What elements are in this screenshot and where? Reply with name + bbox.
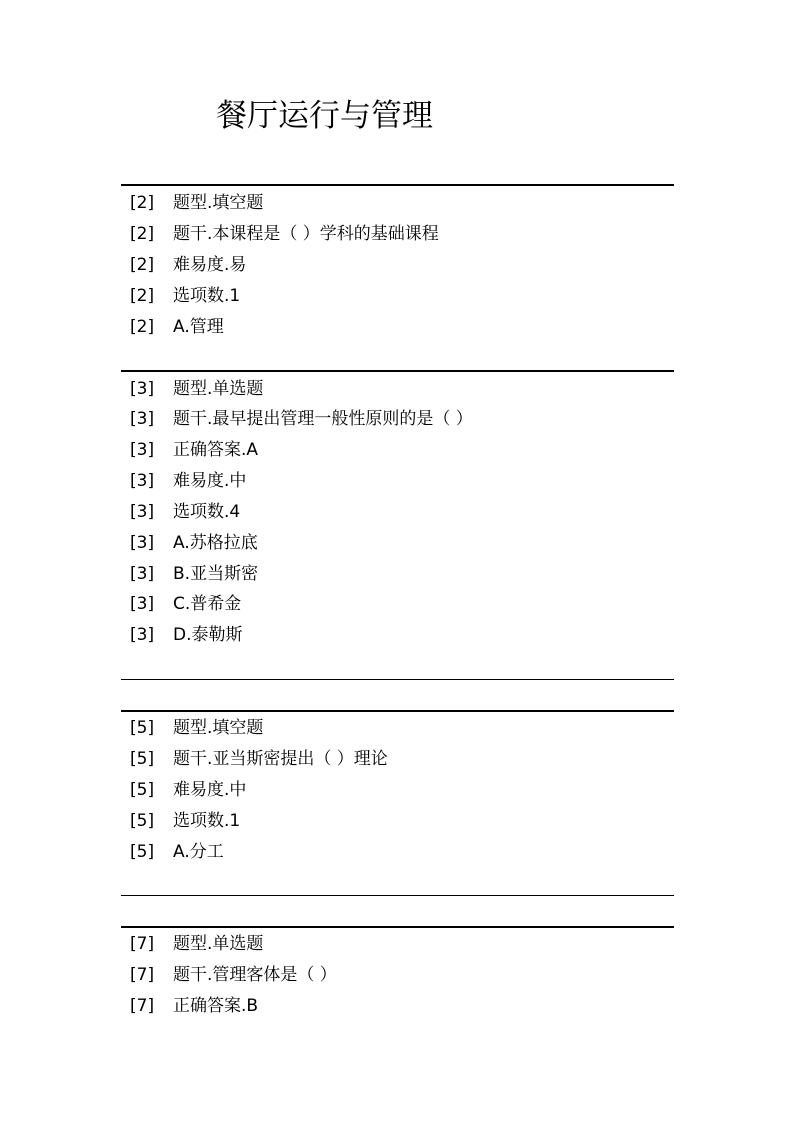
question-text: A.管理	[173, 317, 224, 337]
question-text: 难易度.中	[173, 780, 247, 800]
question-line	[130, 929, 263, 960]
question-number: [5]	[130, 718, 155, 738]
question-number: [3]	[130, 564, 155, 584]
question-number: [3]	[130, 594, 155, 614]
question-number: [2]	[130, 286, 155, 306]
question-text: 正确答案.A	[173, 440, 259, 460]
question-number: [5]	[130, 749, 155, 769]
question-line	[130, 991, 258, 1022]
question-number: [3]	[130, 440, 155, 460]
question-line	[130, 312, 224, 343]
question-text: 题型.填空题	[173, 718, 264, 738]
question-text: 选项数.1	[173, 286, 241, 306]
question-text: A.分工	[173, 842, 224, 862]
question-line	[130, 219, 439, 250]
question-line	[130, 374, 263, 405]
question-line	[130, 281, 240, 312]
question-number: [3]	[130, 409, 155, 429]
question-line	[130, 466, 246, 497]
section-divider	[121, 679, 674, 680]
question-text: 题干.最早提出管理一般性原则的是（ ）	[173, 409, 473, 429]
question-text: 难易度.易	[173, 255, 247, 275]
question-line	[130, 589, 241, 620]
question-line	[130, 250, 246, 281]
question-number: [7]	[130, 934, 155, 954]
question-line	[130, 497, 240, 528]
document-title: 餐厅运行与管理	[216, 98, 433, 134]
question-number: [3]	[130, 533, 155, 553]
question-line	[130, 713, 263, 744]
question-line	[130, 404, 473, 435]
question-number: [2]	[130, 255, 155, 275]
section-divider	[121, 370, 674, 372]
question-number: [3]	[130, 502, 155, 522]
question-text: 题干.本课程是（ ）学科的基础课程	[173, 224, 439, 244]
question-text: 正确答案.B	[173, 996, 259, 1016]
question-line	[130, 744, 388, 775]
question-text: 题干.亚当斯密提出（ ）理论	[173, 749, 388, 769]
question-line	[130, 559, 258, 590]
question-text: B.亚当斯密	[173, 564, 259, 584]
section-divider	[121, 710, 674, 712]
question-line	[130, 837, 224, 868]
question-text: 题干.管理客体是（ ）	[173, 965, 337, 985]
question-line	[130, 806, 240, 837]
question-line	[130, 528, 258, 559]
question-number: [2]	[130, 193, 155, 213]
question-text: A.苏格拉底	[173, 533, 258, 553]
question-text: D.泰勒斯	[173, 625, 243, 645]
question-number: [3]	[130, 625, 155, 645]
section-divider	[121, 184, 674, 186]
question-number: [7]	[130, 996, 155, 1016]
question-text: 题型.单选题	[173, 934, 264, 954]
question-text: C.普希金	[173, 594, 242, 614]
section-divider	[121, 926, 674, 928]
question-text: 选项数.1	[173, 811, 241, 831]
question-number: [5]	[130, 811, 155, 831]
question-line	[130, 775, 246, 806]
question-line	[130, 188, 263, 219]
question-text: 难易度.中	[173, 471, 247, 491]
question-number: [7]	[130, 965, 155, 985]
section-divider	[121, 895, 674, 896]
question-number: [5]	[130, 780, 155, 800]
question-line	[130, 960, 337, 991]
question-line	[130, 620, 243, 651]
question-number: [5]	[130, 842, 155, 862]
question-number: [3]	[130, 379, 155, 399]
question-text: 题型.填空题	[173, 193, 264, 213]
question-text: 选项数.4	[173, 502, 241, 522]
question-number: [2]	[130, 224, 155, 244]
question-number: [2]	[130, 317, 155, 337]
question-text: 题型.单选题	[173, 379, 264, 399]
question-number: [3]	[130, 471, 155, 491]
question-line	[130, 435, 258, 466]
